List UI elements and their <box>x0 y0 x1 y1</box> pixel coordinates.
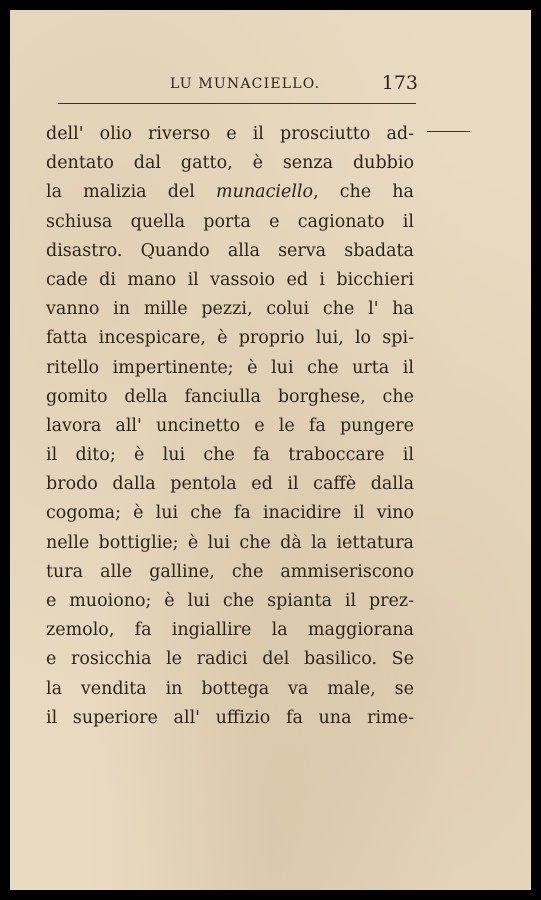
text-line: tura alle galline, che ammiseriscono <box>46 561 414 582</box>
text-line: ritello impertinente; è lui che urta il <box>46 357 414 378</box>
text-line: dell' olio riverso e il prosciutto ad- <box>46 124 414 144</box>
text-line: la vendita in bottega va male, se <box>46 678 414 699</box>
text-line: cade di mano il vassoio ed i bicchieri <box>46 269 414 290</box>
running-head-title: LU MUNACIELLO. <box>170 76 321 92</box>
text-line: nelle bottiglie; è lui che dà la iettatura <box>46 532 414 553</box>
margin-rule <box>427 131 470 132</box>
text-fragment: , che ha <box>313 182 414 203</box>
text-line: brodo dalla pentola ed il caffè dalla <box>46 474 414 495</box>
text-line: fatta incespicare, è proprio lui, lo spi- <box>46 328 414 349</box>
text-line: cogoma; è lui che fa inacidire il vino <box>46 503 414 524</box>
page-number: 173 <box>381 72 418 94</box>
text-line: dentato dal gatto, è senza dubbio <box>46 153 414 174</box>
text-line: zemolo, fa ingiallire la maggiorana <box>46 620 414 641</box>
header-rule <box>58 103 416 104</box>
italic-word: munaciello <box>216 182 314 203</box>
book-page <box>10 10 531 890</box>
text-line: schiusa quella porta e cagionato il <box>46 211 414 232</box>
text-line: e muoiono; è lui che spianta il prez- <box>46 591 414 611</box>
body-text <box>46 120 414 733</box>
text-line: il superiore all' uffizio fa una rime- <box>46 707 414 728</box>
text-line: e rosicchia le radici del basilico. Se <box>46 649 414 670</box>
text-line: il dito; è lui che fa traboccare il <box>46 445 414 466</box>
text-line: vanno in mille pezzi, colui che l' ha <box>46 299 414 320</box>
text-line: gomito della fanciulla borghese, che <box>46 386 414 407</box>
text-fragment: la malizia del <box>46 182 195 203</box>
text-line: disastro. Quando alla serva sbadata <box>46 240 414 261</box>
text-line: lavora all' uncinetto e le fa pungere <box>46 415 414 436</box>
text-line <box>46 178 414 207</box>
running-head <box>60 72 420 102</box>
